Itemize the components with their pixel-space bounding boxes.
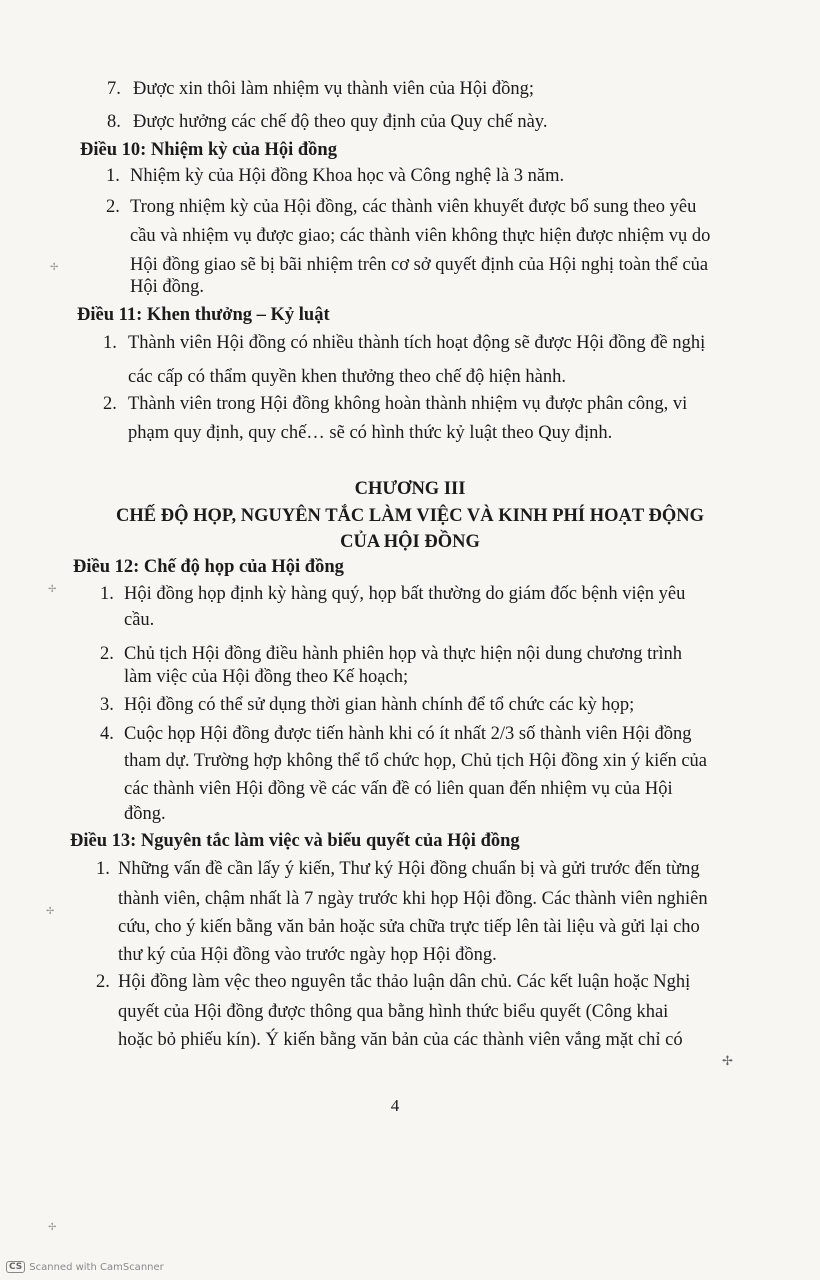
article-heading: Điều 12: Chế độ họp của Hội đồng [73,557,344,577]
list-item-text: Được hưởng các chế độ theo quy định của Quy chế này. [133,112,548,132]
list-item-text: cầu và nhiệm vụ được giao; các thành viên không thực hiện được nhiệm vụ do [130,226,711,246]
list-number: 4. [100,724,114,744]
list-number: 1. [96,859,110,879]
scan-mark-icon: ✢ [46,906,55,917]
list-item-text: cứu, cho ý kiến bằng văn bản hoặc sửa chữa trực tiếp lên tài liệu và gửi lại cho [118,917,700,937]
list-number: 8. [107,112,121,132]
list-item-text: Cuộc họp Hội đồng được tiến hành khi có ít nhất 2/3 số thành viên Hội đồng [124,724,692,744]
list-item-text: Hội đồng họp định kỳ hàng quý, họp bất thường do giám đốc bệnh viện yêu [124,584,686,604]
scan-mark-icon: ✢ [48,1222,57,1233]
article-heading: Điều 13: Nguyên tắc làm việc và biểu quyết của Hội đồng [70,831,520,851]
list-item-text: Thành viên Hội đồng có nhiều thành tích hoạt động sẽ được Hội đồng đề nghị [128,333,706,353]
list-number: 1. [103,333,117,353]
chapter-subtitle: CHẾ ĐỘ HỌP, NGUYÊN TẮC LÀM VIỆC VÀ KINH PHÍ HOẠT ĐỘNG [116,506,704,526]
article-heading: Điều 10: Nhiệm kỳ của Hội đồng [80,140,337,160]
list-item-text: quyết của Hội đồng được thông qua bằng hình thức biểu quyết (Công khai [118,1002,669,1022]
chapter-title: CHƯƠNG III [354,479,466,499]
list-number: 3. [100,695,114,715]
list-item-text: thư ký của Hội đồng vào trước ngày họp Hội đồng. [118,945,497,965]
list-item-text: Hội đồng giao sẽ bị bãi nhiệm trên cơ sở quyết định của Hội nghị toàn thể của [130,255,709,275]
camscanner-logo-icon: CS [6,1261,25,1273]
page-number: 4 [390,1096,400,1115]
list-number: 1. [100,584,114,604]
list-item-text: các thành viên Hội đồng về các vấn đề có liên quan đến nhiệm vụ của Hội [124,779,673,799]
list-item-text: Hội đồng. [130,277,204,297]
scan-mark-icon: ✢ [50,262,59,273]
list-item-text: Chủ tịch Hội đồng điều hành phiên họp và thực hiện nội dung chương trình [124,644,683,664]
list-item-text: làm việc của Hội đồng theo Kế hoạch; [124,667,409,687]
list-number: 2. [106,197,120,217]
list-item-text: hoặc bỏ phiếu kín). Ý kiến bằng văn bản của các thành viên vắng mặt chỉ có [118,1030,683,1050]
scan-mark-icon: ✢ [722,1054,733,1069]
list-number: 1. [106,166,120,186]
list-number: 2. [100,644,114,664]
list-item-text: thành viên, chậm nhất là 7 ngày trước khi họp Hội đồng. Các thành viên nghiên [118,889,708,909]
list-item-text: cầu. [124,610,155,630]
list-item-text: Được xin thôi làm nhiệm vụ thành viên của Hội đồng; [133,79,535,99]
list-item-text: phạm quy định, quy chế… sẽ có hình thức kỷ luật theo Quy định. [128,423,613,443]
list-number: 7. [107,79,121,99]
chapter-subtitle: CỦA HỘI ĐỒNG [340,532,480,552]
list-item-text: các cấp có thẩm quyền khen thưởng theo chế độ hiện hành. [128,367,566,387]
scan-mark-icon: ✢ [48,584,57,595]
list-number: 2. [96,972,110,992]
list-number: 2. [103,394,117,414]
list-item-text: Nhiệm kỳ của Hội đồng Khoa học và Công nghệ là 3 năm. [130,166,565,186]
list-item-text: Thành viên trong Hội đồng không hoàn thành nhiệm vụ được phân công, vi [128,394,688,414]
list-item-text: Trong nhiệm kỳ của Hội đồng, các thành viên khuyết được bổ sung theo yêu [130,197,697,217]
list-item-text: Hội đồng có thể sử dụng thời gian hành chính để tổ chức các kỳ họp; [124,695,635,715]
list-item-text: đồng. [124,804,166,824]
scanner-watermark [6,1259,164,1275]
scanner-text: Scanned with CamScanner [29,1261,164,1273]
list-item-text: tham dự. Trường hợp không thể tổ chức họp, Chủ tịch Hội đồng xin ý kiến của [124,751,708,771]
list-item-text: Những vấn đề cần lấy ý kiến, Thư ký Hội đồng chuẩn bị và gửi trước đến từng [118,859,700,879]
article-heading: Điều 11: Khen thưởng – Kỷ luật [77,305,330,325]
list-item-text: Hội đồng làm vệc theo nguyên tắc thảo luận dân chủ. Các kết luận hoặc Nghị [118,972,691,992]
